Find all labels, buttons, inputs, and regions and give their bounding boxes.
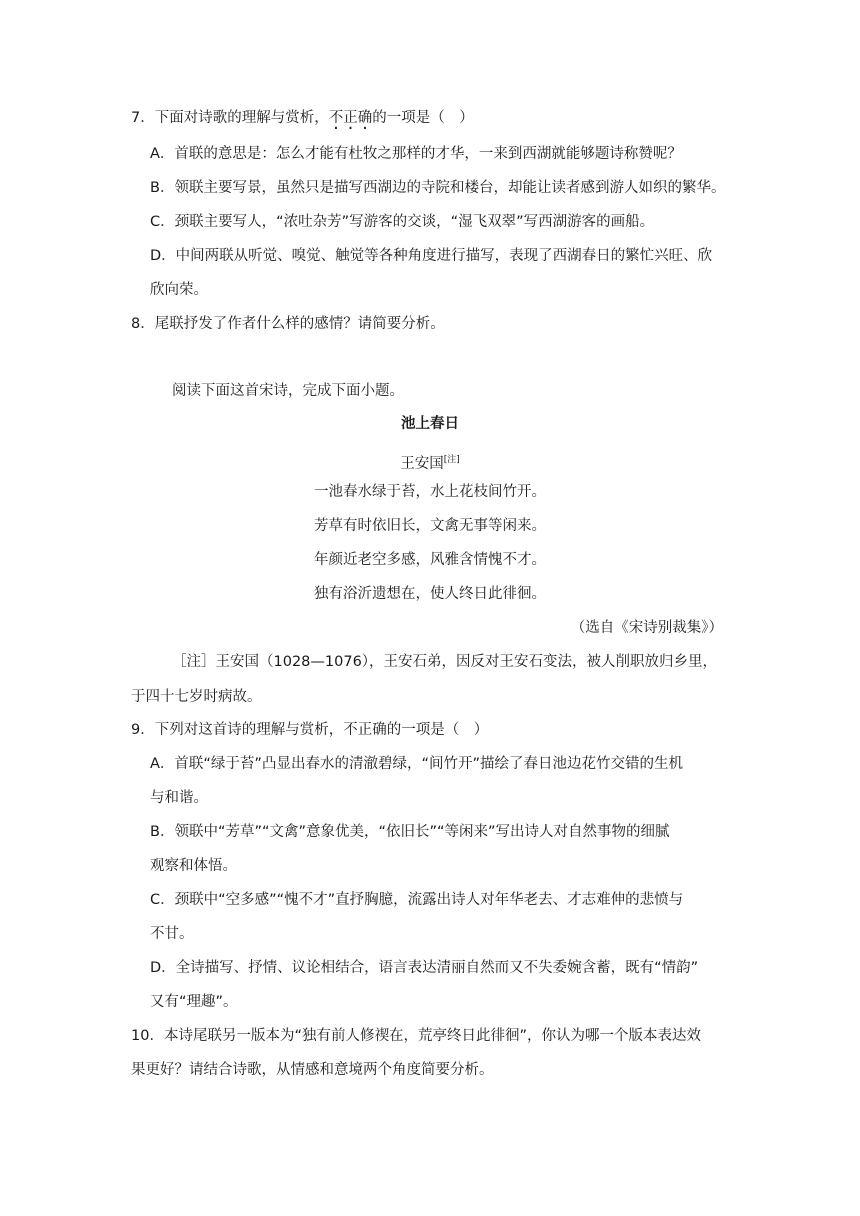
q7-option-b: B．领联主要写景，虽然只是描写西湖边的寺院和楼台，却能让读者感到游人如织的繁华。	[150, 180, 726, 196]
q8-stem: 8．尾联抒发了作者什么样的感情？请简要分析。	[131, 316, 445, 332]
poem-note-line-1: ［注］王安国（1028—1076），王安石弟，因反对王安石变法，被人削职放归乡里，	[172, 654, 718, 670]
poem-author-note: [注]	[443, 455, 460, 465]
poem-source: （选自《宋诗别裁集》）	[570, 620, 723, 636]
q10-stem-line-1: 10．本诗尾联另一版本为“独有前人修禊在，荒亭终日此徘徊”，你认为哪一个版本表达效	[131, 1028, 701, 1044]
poem-line-1: 一池春水绿于苔，水上花枝间竹开。	[314, 484, 546, 500]
q7-option-d: D．中间两联从听觉、嗅觉、触觉等各种角度进行描写，表现了西湖春日的繁忙兴旺、欣	[150, 248, 713, 264]
q9-option-c: C．颈联中“空多感”“愧不才”直抒胸臆，流露出诗人对年华老去、才志难伸的悲愤与	[150, 892, 684, 908]
poem-line-3: 年颜近老空多感，风雅含情愧不才。	[314, 552, 546, 568]
q7-option-c: C．颈联主要写人，“浓吐杂芳”写游客的交谈，“湿飞双翠”写西湖游客的画船。	[150, 214, 655, 230]
q9-option-c-cont: 不甘。	[150, 926, 194, 942]
poem-line-2: 芳草有时依旧长，文禽无事等闲来。	[314, 518, 546, 534]
q10-stem-line-2: 果更好？请结合诗歌，从情感和意境两个角度简要分析。	[131, 1062, 494, 1078]
q7-option-a: A．首联的意思是：怎么才能有杜牧之那样的才华，一来到西湖就能够题诗称赞呢？	[150, 146, 682, 162]
emph-char: 确	[357, 110, 373, 126]
q7-stem-post: 的一项是（ ）	[372, 110, 474, 126]
q7-option-d-cont: 欣向荣。	[150, 282, 208, 298]
q9-option-b: B．领联中“芳草”“文禽”意象优美，“依旧长”“等闲来”写出诗人对自然事物的细腻	[150, 824, 670, 840]
poem-note-line-2: 于四十七岁时病故。	[131, 689, 262, 705]
poem-title: 池上春日	[401, 416, 459, 432]
q9-option-d-cont: 又有“理趣”。	[150, 994, 238, 1010]
q9-stem: 9．下列对这首诗的理解与赏析，不正确的一项是（ ）	[131, 722, 489, 738]
q7-stem-pre: 7．下面对诗歌的理解与赏析，	[131, 110, 329, 126]
q9-option-d: D．全诗描写、抒情、议论相结合，语言表达清丽自然而又不失委婉含蓄，既有“情韵”	[150, 960, 699, 976]
poem-author-name: 王安国	[400, 456, 444, 472]
emph-char: 不	[328, 110, 344, 126]
reading-intro: 阅读下面这首宋诗，完成下面小题。	[172, 383, 404, 399]
poem-line-4: 独有浴沂遗想在，使人终日此徘徊。	[314, 586, 546, 602]
poem-author	[0, 450, 860, 474]
emph-char: 正	[343, 110, 358, 126]
q9-option-a: A．首联“绿于苔”凸显出春水的清澈碧绿，“间竹开”描绘了春日池边花竹交错的生机	[150, 756, 683, 772]
q9-option-a-cont: 与和谐。	[150, 790, 208, 806]
q7-stem-emph	[329, 110, 373, 126]
q7-stem	[131, 108, 474, 128]
q9-option-b-cont: 观察和体悟。	[150, 858, 237, 874]
